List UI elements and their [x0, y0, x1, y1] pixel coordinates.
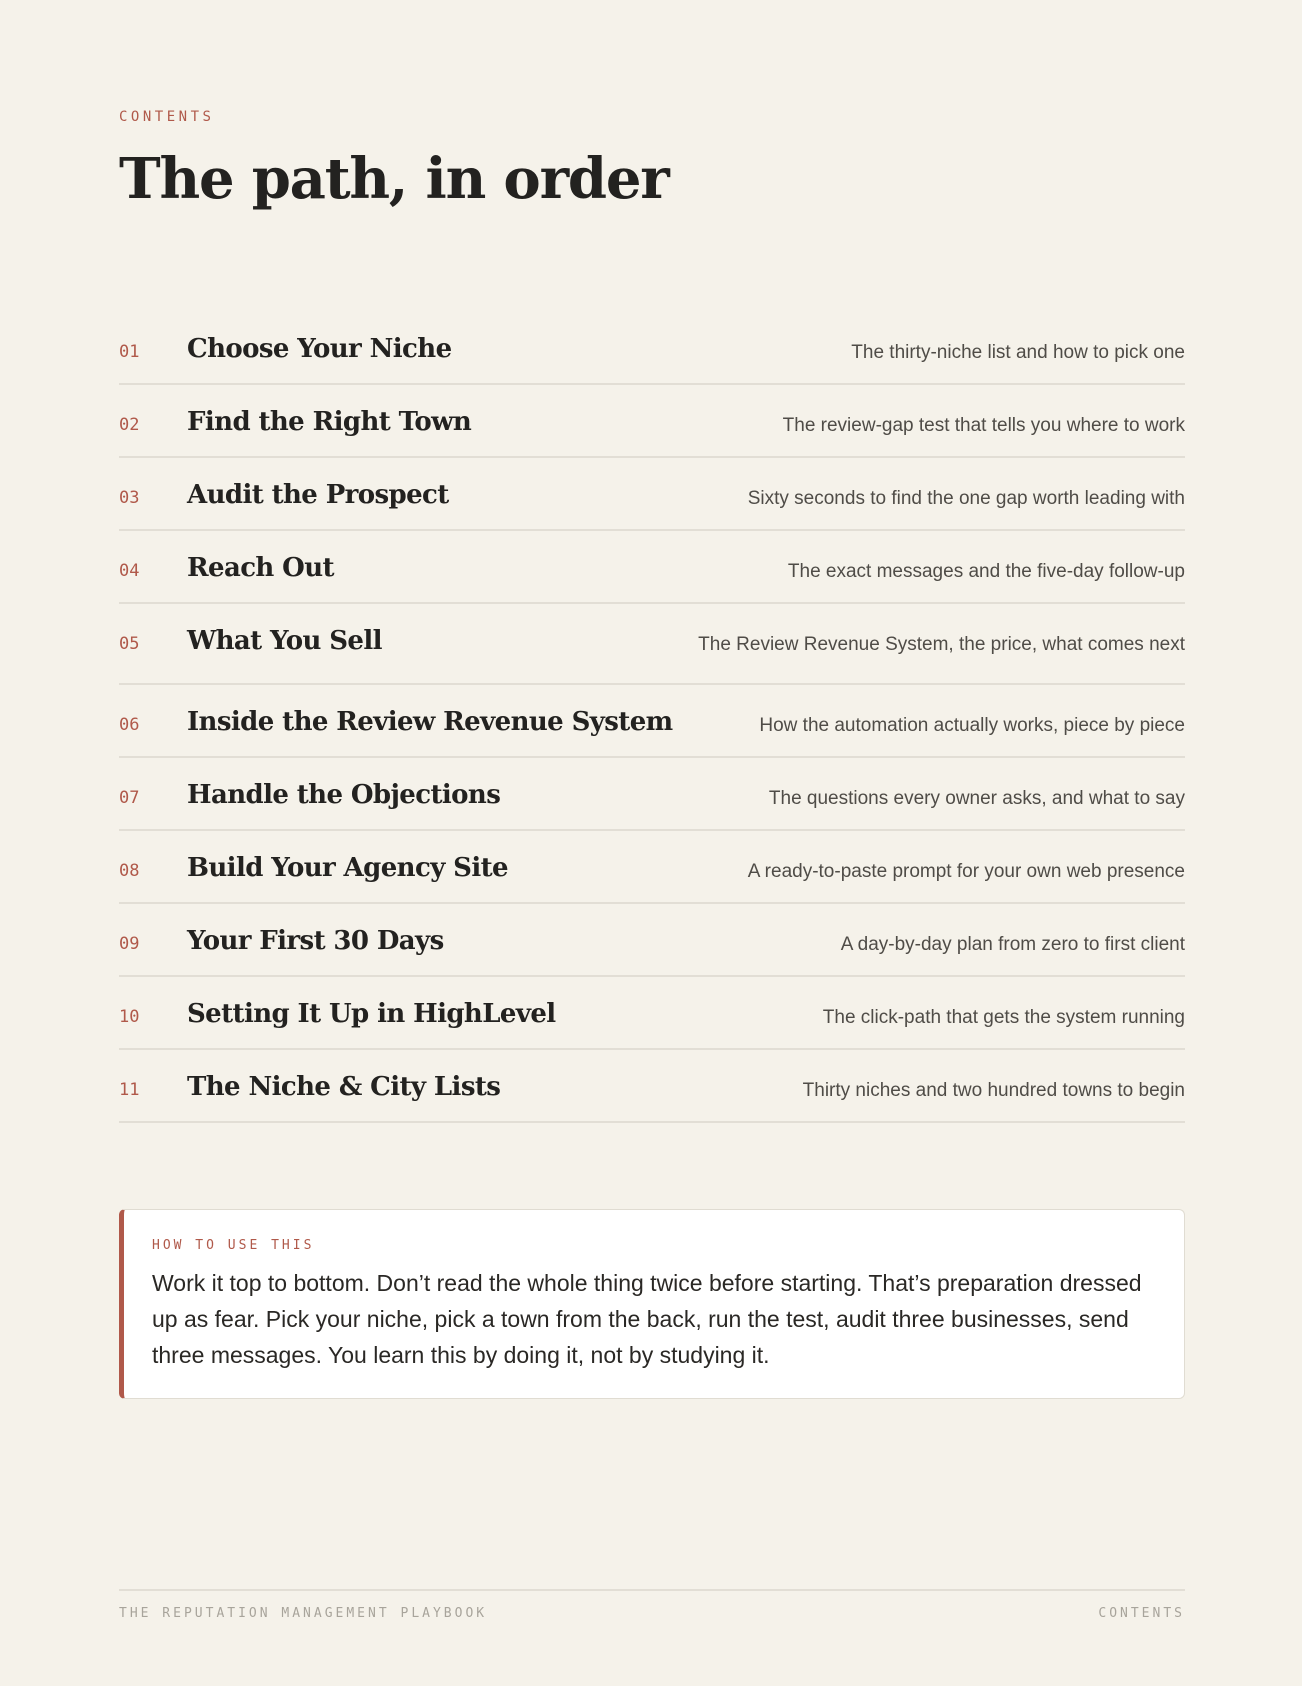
toc-title: Choose Your Niche — [187, 334, 452, 364]
toc-number: 02 — [119, 415, 140, 435]
toc-number: 04 — [119, 561, 140, 581]
toc-description: The questions every owner asks, and what to say — [768, 788, 1185, 809]
toc-title: The Niche & City Lists — [187, 1072, 501, 1102]
toc-description: How the automation actually works, piece by piece — [759, 715, 1185, 736]
toc-description: Sixty seconds to find the one gap worth leading with — [747, 488, 1185, 509]
toc-item-find-the-right-town[interactable] — [119, 385, 1185, 458]
toc-description: The click-path that gets the system running — [822, 1007, 1185, 1028]
toc-number: 01 — [119, 342, 140, 362]
toc-description: The thirty-niche list and how to pick one — [851, 342, 1185, 363]
toc-item-the-niche-and-city-lists[interactable] — [119, 1050, 1185, 1123]
toc-number: 03 — [119, 488, 140, 508]
toc-description: A ready-to-paste prompt for your own web presence — [747, 861, 1185, 882]
how-to-use-callout — [119, 1209, 1185, 1399]
page-title: The path, in order — [119, 146, 669, 212]
footer-book-title: THE REPUTATION MANAGEMENT PLAYBOOK — [119, 1606, 488, 1621]
toc-description: The exact messages and the five-day follow-up — [787, 561, 1185, 582]
section-eyebrow: CONTENTS — [119, 109, 215, 125]
contents-page — [119, 0, 1185, 1686]
toc-title: What You Sell — [187, 626, 382, 656]
toc-title: Reach Out — [187, 553, 334, 583]
toc-description: The review-gap test that tells you where to work — [782, 415, 1185, 436]
toc-title: Inside the Review Revenue System — [187, 707, 673, 737]
toc-number: 09 — [119, 934, 140, 954]
toc-number: 07 — [119, 788, 140, 808]
toc-description: Thirty niches and two hundred towns to begin — [802, 1080, 1185, 1101]
toc-item-choose-your-niche[interactable] — [119, 312, 1185, 385]
toc-title: Your First 30 Days — [187, 926, 444, 956]
toc-item-handle-the-objections[interactable] — [119, 758, 1185, 831]
table-of-contents — [119, 312, 1185, 1123]
toc-description: The Review Revenue System, the price, what comes next — [698, 634, 1185, 655]
toc-item-reach-out[interactable] — [119, 531, 1185, 604]
toc-item-inside-the-review-revenue-system[interactable] — [119, 685, 1185, 758]
footer-section-name: CONTENTS — [1098, 1606, 1185, 1621]
toc-item-build-your-agency-site[interactable] — [119, 831, 1185, 904]
toc-item-setting-it-up-in-highlevel[interactable] — [119, 977, 1185, 1050]
toc-number: 08 — [119, 861, 140, 881]
toc-description: A day-by-day plan from zero to first client — [840, 934, 1185, 955]
toc-item-audit-the-prospect[interactable] — [119, 458, 1185, 531]
toc-number: 05 — [119, 634, 140, 654]
toc-number: 10 — [119, 1007, 140, 1027]
callout-text: Work it top to bottom. Don’t read the whole thing twice before starting. That’s preparation dressed up as fear. Pick your niche, pick a town from the back, run the test, audit three businesses, send three messages. You learn this by doing it, not by studying it. — [152, 1270, 1142, 1368]
toc-title: Find the Right Town — [187, 407, 472, 437]
toc-number: 06 — [119, 715, 140, 735]
toc-title: Audit the Prospect — [187, 480, 449, 510]
toc-title: Build Your Agency Site — [187, 853, 508, 883]
toc-item-your-first-30-days[interactable] — [119, 904, 1185, 977]
toc-number: 11 — [119, 1080, 140, 1100]
toc-item-what-you-sell[interactable] — [119, 604, 1185, 685]
footer-divider — [119, 1589, 1185, 1591]
callout-label: HOW TO USE THIS — [152, 1238, 315, 1253]
toc-title: Handle the Objections — [187, 780, 501, 810]
toc-title: Setting It Up in HighLevel — [187, 999, 556, 1029]
